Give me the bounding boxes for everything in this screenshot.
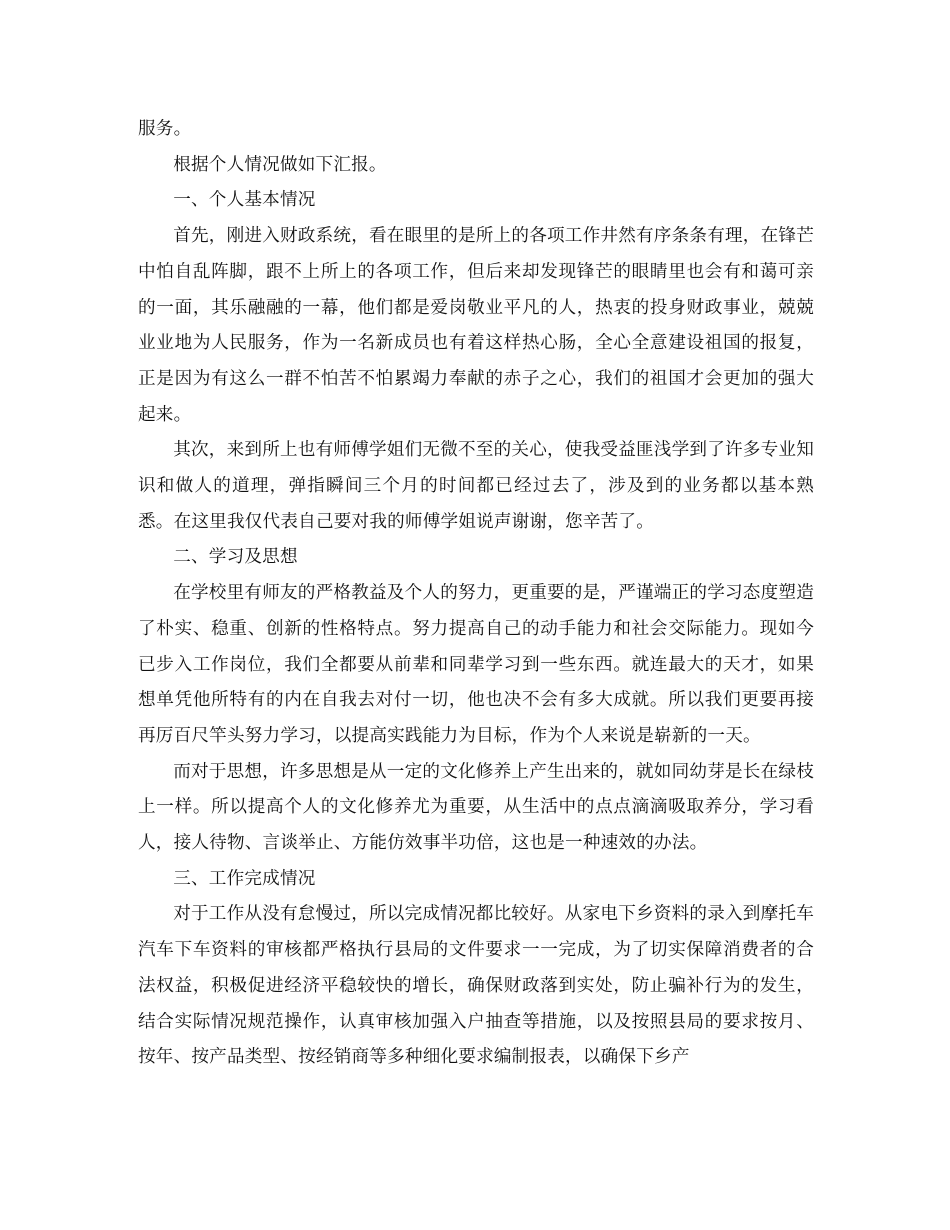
section-heading-study: 二、学习及思想 xyxy=(173,547,298,568)
paragraph-intro: 根据个人情况做如下汇报。 xyxy=(173,154,387,175)
paragraph-basic-info-first: 首先，刚进入财政系统，看在眼里的是所上的各项工作井然有序条条有理，在锋芒中怕自乱阵脚，跟不上所上的各项工作，但后来却发现锋芒的眼睛里也会有和蔼可亲的一面，其乐融融的一幕，他们都是爱岗敬业平凡的人，热衷的投身财政事业，兢兢业业地为人民服务，作为一名新成员也有着这样热心肠，全心全意建设祖国的报复，正是因为有这么一群不怕苦不怕累竭力奉献的赤子之心，我们的祖国才会更加的强大起来。 xyxy=(138,226,814,425)
paragraph-work: 对于工作从没有怠慢过，所以完成情况都比较好。从家电下乡资料的录入到摩托车汽车下车资料的审核都严格执行县局的文件要求一一完成，为了切实保障消费者的合法权益，积极促进经济平稳较快的增长，确保财政落到实处，防止骗补行为的发生，结合实际情况规范操作，认真审核加强入户抽查等措施，以及按照县局的要求按月、按年、按产品类型、按经销商等多种细化要求编制报表，以确保下乡产 xyxy=(138,904,814,1068)
paragraph-study: 在学校里有师友的严格教益及个人的努力，更重要的是，严谨端正的学习态度塑造了朴实、稳重、创新的性格特点。努力提高自己的动手能力和社会交际能力。现如今已步入工作岗位，我们全都要从前辈和同辈学习到一些东西。就连最大的天才，如果想单凭他所特有的内在自我去对付一切，他也决不会有多大成就。所以我们更要再接再厉百尺竿头努力学习，以提高实践能力为目标，作为个人来说是崭新的一天。 xyxy=(138,583,814,746)
paragraph-continuation: 服务。 xyxy=(138,119,192,139)
paragraph-thought: 而对于思想，许多思想是从一定的文化修养上产生出来的，就如同幼芽是长在绿枝上一样。所以提高个人的文化修养尤为重要，从生活中的点点滴滴吸取养分，学习看人，接人待物、言谈举止、方能仿效事半功倍，这也是一种速效的办法。 xyxy=(138,761,814,854)
document-page xyxy=(138,112,814,1076)
section-heading-basic-info: 一、个人基本情况 xyxy=(173,190,316,211)
paragraph-basic-info-second: 其次，来到所上也有师傅学姐们无微不至的关心，使我受益匪浅学到了许多专业知识和做人的道理，弹指瞬间三个月的时间都已经过去了，涉及到的业务都以基本熟悉。在这里我仅代表自己要对我的师傅学姐说声谢谢，您辛苦了。 xyxy=(138,440,814,532)
section-heading-work: 三、工作完成情况 xyxy=(173,868,316,889)
